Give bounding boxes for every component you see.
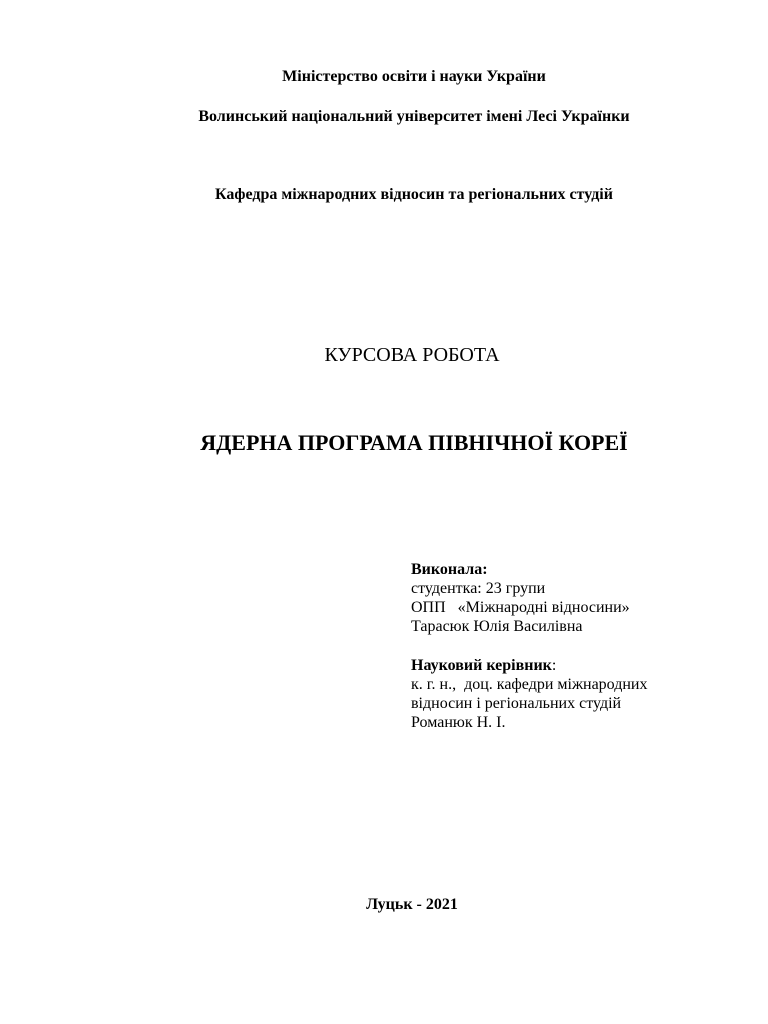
- document-title: ЯДЕРНА ПРОГРАМА ПІВНІЧНОЇ КОРЕЇ: [200, 430, 628, 455]
- supervisor-label-colon: :: [551, 657, 557, 674]
- supervisor-label-line: [411, 656, 647, 675]
- author-label: Виконала:: [411, 561, 488, 578]
- document-type: КУРСОВА РОБОТА: [324, 344, 500, 366]
- author-group: студентка: 23 групи: [411, 580, 546, 597]
- university-name: Волинський національний університет імені Лесі Українки: [198, 108, 630, 125]
- supervisor-title: к. г. н., доц. кафедри міжнародних: [411, 676, 648, 693]
- supervisor-label: Науковий керівник: [411, 657, 552, 674]
- author-program: ОПП «Міжнародні відносини»: [411, 599, 630, 616]
- author-name: Тарасюк Юлія Василівна: [411, 618, 583, 635]
- supervisor-department: відносин і регіональних студій: [411, 695, 622, 712]
- supervisor-name: Романюк Н. І.: [411, 714, 506, 731]
- author-info-block: [411, 560, 647, 732]
- place-and-year: Луцьк - 2021: [366, 896, 458, 913]
- ministry-name: Міністерство освіти і науки України: [282, 68, 546, 85]
- department-name: Кафедра міжнародних відносин та регіональних студій: [215, 186, 613, 203]
